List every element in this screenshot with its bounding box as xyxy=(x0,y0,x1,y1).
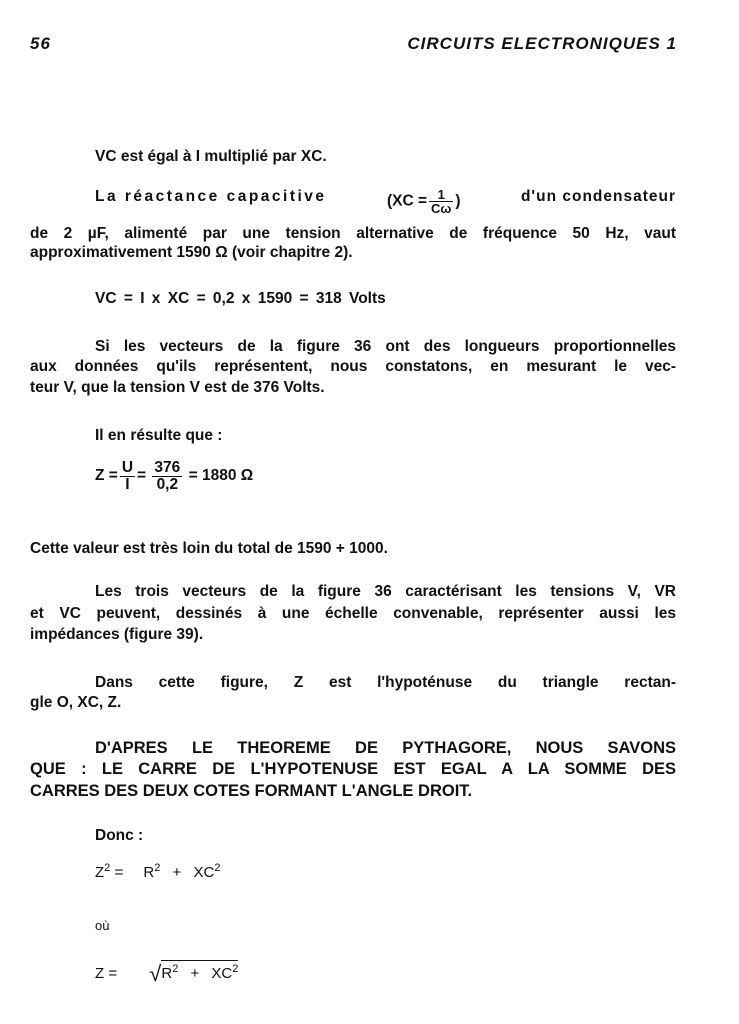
fraction-u-over-i xyxy=(120,460,135,492)
exponent: 2 xyxy=(172,963,179,975)
xc-symbol: XC xyxy=(193,864,215,881)
exponent: 2 xyxy=(232,963,239,975)
r-symbol: R xyxy=(161,965,173,982)
z-symbol: Z xyxy=(95,864,105,881)
plus-sign: + xyxy=(172,864,182,881)
paragraph-4: Il en résulte que : xyxy=(95,427,223,444)
paragraph-9: Donc : xyxy=(95,827,144,844)
denominator: 0,2 xyxy=(156,475,179,493)
paragraph-1: VC est égal à I multiplié par XC. xyxy=(95,148,327,165)
formula-suffix: ) xyxy=(455,192,461,210)
paragraph-10: où xyxy=(95,918,110,933)
paragraph-7-line-1: Dans cette figure, Z est l'hypoténuse du triangle rectan- xyxy=(95,674,676,691)
paragraph-3-line-2: aux données qu'ils représentent, nous constatons, en mesurant le vec- xyxy=(30,358,676,375)
xc-symbol: XC xyxy=(211,965,233,982)
paragraph-8-line-3: CARRES DES DEUX COTES FORMANT L'ANGLE DROIT. xyxy=(30,782,473,800)
formula-prefix: (XC = xyxy=(386,192,428,210)
paragraph-6-line-3: impédances (figure 39). xyxy=(30,626,204,643)
paragraph-5: Cette valeur est très loin du total de 1590 + 1000. xyxy=(30,540,388,557)
reactance-formula xyxy=(387,188,461,215)
numerator: U xyxy=(121,459,134,476)
paragraph-8-line-2: QUE : LE CARRE DE L'HYPOTENUSE EST EGAL A LA SOMME DES xyxy=(30,760,676,778)
paragraph-7-line-2: gle O, XC, Z. xyxy=(30,694,122,711)
equation-vc: VC = I x XC = 0,2 x 1590 = 318 Volts xyxy=(95,290,386,307)
denominator: I xyxy=(125,475,130,493)
paragraph-6-line-1: Les trois vecteurs de la figure 36 caractérisant les tensions V, VR xyxy=(95,583,676,600)
numerator: 376 xyxy=(154,459,181,476)
equals-sign: = xyxy=(137,467,147,485)
paragraph-2-line-2: de 2 µF, alimenté par une tension alternative de fréquence 50 Hz, vaut xyxy=(30,225,676,242)
r-symbol: R xyxy=(143,864,155,881)
plus-sign: + xyxy=(190,965,200,982)
paragraph-2-line-1 xyxy=(95,188,676,215)
fraction xyxy=(429,188,453,215)
page-number: 56 xyxy=(30,34,51,53)
equation-lhs: Z = xyxy=(95,467,118,485)
fraction-376-over-0-2 xyxy=(152,460,182,492)
equation-z-sqrt xyxy=(95,958,238,984)
equation-lhs: Z = xyxy=(95,965,118,982)
exponent: 2 xyxy=(154,862,161,874)
equation-pythagore xyxy=(95,862,220,881)
equation-result: = 1880 Ω xyxy=(188,467,254,485)
equals-sign: = xyxy=(114,864,124,881)
equation-z xyxy=(95,460,253,492)
paragraph-6-line-2: et VC peuvent, dessinés à une échelle convenable, représenter aussi les xyxy=(30,605,676,622)
square-root-icon: √ xyxy=(149,961,162,986)
exponent: 2 xyxy=(214,862,221,874)
paragraph-3-line-1: Si les vecteurs de la figure 36 ont des longueurs proportionnelles xyxy=(95,338,676,355)
text-segment: d'un condensateur xyxy=(520,188,676,205)
numerator: 1 xyxy=(429,188,453,202)
paragraph-8-line-1: D'APRES LE THEOREME DE PYTHAGORE, NOUS SAVONS xyxy=(95,739,676,757)
running-title: CIRCUITS ELECTRONIQUES 1 xyxy=(407,34,677,53)
exponent: 2 xyxy=(104,862,111,874)
text-segment: La réactance capacitive xyxy=(95,188,327,205)
radicand xyxy=(161,960,238,982)
denominator: Cω xyxy=(431,201,452,216)
paragraph-3-line-3: teur V, que la tension V est de 376 Volts. xyxy=(30,379,325,396)
paragraph-2-line-3: approximativement 1590 Ω (voir chapitre 2). xyxy=(30,244,353,261)
